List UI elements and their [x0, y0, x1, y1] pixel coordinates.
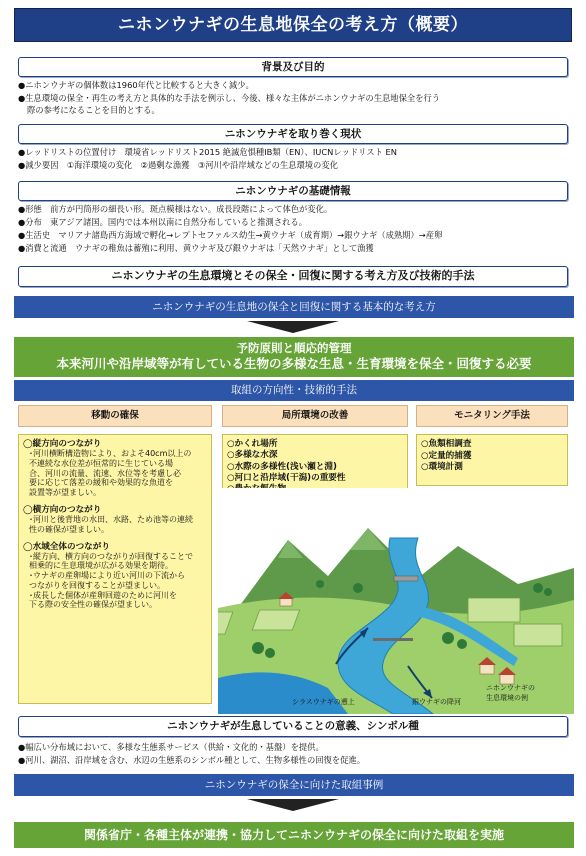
- status-heading: ニホンウナギを取り巻く現状: [18, 124, 568, 144]
- monitoring-item: ○魚類相調査: [421, 439, 472, 449]
- longitudinal-line: 要に応じて落差の緩和や効果的な魚道を: [29, 478, 173, 488]
- local-env-item: ○かくれ場所: [227, 439, 278, 449]
- local-env-item: ○多様な水深: [227, 450, 278, 461]
- basic-line-1: ●形態 前方が円筒形の細長い形。斑点模様はない。成長段階によって体色が変化。: [18, 204, 333, 214]
- whole-water-line: ･成長した個体が産卵回遊のために河川を: [29, 590, 177, 600]
- monitoring-heading: モニタリング手法: [416, 405, 568, 427]
- habitat-illustration: [218, 488, 574, 714]
- page-title: ニホンウナギの生息地保全の考え方（概要）: [14, 8, 572, 42]
- longitudinal-line: 設置等が望ましい。: [29, 488, 101, 498]
- lateral-heading: ◯横方向のつながり: [23, 504, 102, 515]
- whole-water-line: 下る際の安全性の確保が望ましい。: [29, 600, 157, 610]
- monitoring-item: ○定量的捕獲: [421, 450, 472, 461]
- significance-line-2: ●河川、湖沼、沿岸域を含む、水辺の生態系のシンボル種として、生物多様性の回復を促進。: [18, 755, 366, 765]
- lateral-line: ･河川と後背地の水田、水路、ため池等の連続: [29, 515, 193, 525]
- monitoring-item: ○環境計測: [421, 462, 463, 473]
- habitat-example-caption-1: ニホンウナギの: [486, 684, 535, 692]
- longitudinal-line: ･河川横断構造物により、およそ40cm以上の: [29, 449, 192, 459]
- methods-banner: 取組の方向性・技術的手法: [14, 380, 574, 401]
- glass-eel-caption: シラスウナギの遡上: [292, 698, 355, 706]
- local-env-heading: 局所環境の改善: [222, 405, 408, 427]
- longitudinal-text: [23, 449, 207, 498]
- local-env-item: ○河口と沿岸域(干潟)の重要性: [227, 473, 346, 484]
- silver-eel-caption: 銀ウナギの降河: [412, 698, 461, 706]
- longitudinal-line: 合、河川の流量、流速、水位等を考慮し必: [29, 468, 181, 478]
- background-line-2: ●生息環境の保全・再生の考え方と具体的な手法を例示し、今後、様々な主体がニホンウナギの生息地保全を行う: [18, 93, 441, 103]
- basic-line-3: ●生活史 マリアナ諸島西方海域で孵化→レプトセファルス幼生→黄ウナギ（成育期）→銀ウナギ（成熟期）→産卵: [18, 230, 443, 240]
- significance-heading: ニホンウナギが生息していることの意義、シンボル種: [18, 716, 568, 737]
- movement-box: [18, 434, 212, 704]
- down-arrow-2: [247, 799, 339, 811]
- basic-line-2: ●分布 東アジア諸国。国内では本州以南に自然分布していると推測される。: [18, 217, 308, 227]
- whole-water-line: つながりを回復することが望ましい。: [29, 580, 165, 590]
- approach-heading: ニホンウナギの生息環境とその保全・回復に関する考え方及び技術的手法: [18, 266, 568, 287]
- background-line-3: 際の参考になることを目的とする。: [27, 105, 160, 115]
- lateral-line: 性の確保が望ましい。: [29, 524, 109, 534]
- habitat-example-caption-2: 生息環境の例: [486, 694, 528, 702]
- background-heading: 背景及び目的: [18, 57, 568, 77]
- longitudinal-heading: ◯縦方向のつながり: [23, 439, 102, 449]
- principle-text: 本来河川や沿岸域等が有している生物の多様な生息・生育環境を保全・回復する必要: [56, 356, 532, 372]
- principle-box: [14, 337, 574, 377]
- status-line-2: ●減少要因 ①海洋環境の変化 ②過剰な漁獲 ③河川や沿岸域などの生息環境の変化: [18, 160, 338, 170]
- whole-water-line: 相乗的に生息環境が広がる効果を期待。: [29, 561, 173, 571]
- background-line-1: ●ニホンウナギの個体数は1960年代と比較すると大きく減少。: [18, 80, 254, 90]
- examples-banner: ニホンウナギの保全に向けた取組事例: [14, 774, 574, 796]
- significance-line-1: ●幅広い分布域において、多様な生態系サービス（供給・文化的・基盤）を提供。: [18, 742, 324, 752]
- whole-water-line: ･ウナギの産卵場により近い河川の下流から: [29, 571, 185, 581]
- local-env-item: ○水際の多様性(浅い瀬と淵): [227, 461, 337, 472]
- basic-info-heading: ニホンウナギの基礎情報: [18, 181, 568, 201]
- longitudinal-line: 不連続な水位差が恒常的に生じている場: [29, 458, 173, 468]
- whole-water-line: ･縦方向、横方向のつながりが回復することで: [29, 551, 193, 561]
- whole-water-text: [23, 552, 207, 611]
- principle-title: 予防原則と順応的管理: [236, 340, 352, 355]
- basic-approach-banner: ニホンウナギの生息地の保全と回復に関する基本的な考え方: [14, 296, 574, 318]
- basic-line-4: ●消費と流通 ウナギの稚魚は蓄殖に利用、黄ウナギ及び銀ウナギは「天然ウナギ」として漁獲: [18, 243, 374, 253]
- movement-heading: 移動の確保: [18, 405, 212, 427]
- down-arrow: [247, 321, 339, 333]
- lateral-text: [23, 515, 207, 535]
- status-line-1: ●レッドリストの位置付け 環境省レッドリスト2015 絶滅危惧種ⅠB類（EN）、IUCNレッドリスト EN: [18, 147, 397, 157]
- monitoring-box: [416, 434, 568, 486]
- whole-water-heading: ◯水域全体のつながり: [23, 541, 110, 552]
- final-action-banner: 関係省庁・各種主体が連携・協力してニホンウナギの保全に向けた取組を実施: [14, 822, 574, 848]
